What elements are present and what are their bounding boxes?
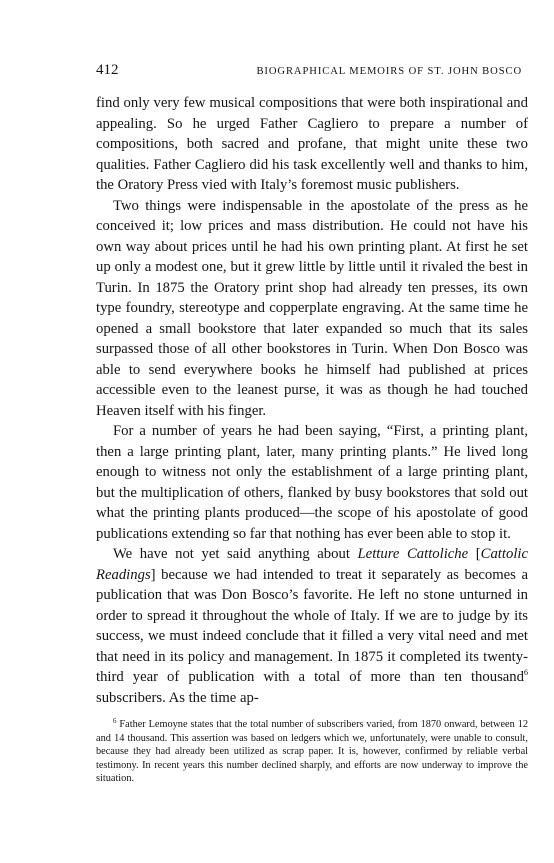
paragraph-2: Two things were indispensable in the apostolate of the press as he conceived it; low prices and mass distribution. He could not have his own way about prices until he had his own printing plant. At first he set up only a modest one, but it grew little by little until it rivaled the best in Turin. In 1875 the Oratory print shop had already ten presses, its own type foundry, stereotype and copperplate engraving. At the same time he opened a small bookstore that later expanded so much that its sales surpassed those of all other bookstores in Turin. When Don Bosco was able to send everywhere books he himself had published at prices accessible even to the leanest purse, it was as though he had touched Heaven itself with his finger. (96, 197, 528, 419)
book-page (96, 60, 528, 786)
running-head (96, 60, 528, 82)
paragraph-4-text-a: We have not yet said anything about (113, 546, 358, 562)
paragraph-1: find only very few musical compositions that were both inspirational and appealing. So he urged Father Cagliero to prepare a number of compositions, both sacred and profane, that might unite these two qualities. Father Cagliero did his task excellently well and thanks to him, the Oratory Press vied with Italy’s foremost music publishers. (96, 95, 528, 193)
paragraph-4-text-d: subscribers. As the time ap- (96, 689, 259, 706)
footnote-text: Father Lemoyne states that the total number of subscribers varied, from 1870 onward, between 12 and 14 thousand. This assertion was based on ledgers which we, unfortunately, were unable to consult, because they had already been utilized as scrap paper. It is, however, confirmed by reliable verbal testimony. In recent years this number declined sharply, and efforts are now underway to improve the situation. (96, 719, 528, 785)
running-title: BIOGRAPHICAL MEMOIRS OF ST. JOHN BOSCO (256, 66, 522, 77)
paragraph-3: For a number of years he had been saying, “First, a printing plant, then a large printing plant, later, many printing plants.” He lived long enough to witness not only the establishment of a large printing plant, but the multiplication of others, flanked by busy bookstores that sold out what the printing plants produced—the scope of his apostolate of good publications extending so far that nothing has ever been able to stop it. (96, 423, 528, 542)
paragraph-4 (96, 544, 528, 708)
title-letture-cattoliche: Letture Cattoliche (357, 546, 469, 562)
paragraph-4-text-b: [ (468, 546, 481, 562)
footnote-marker: 6 (113, 717, 117, 725)
page-number: 412 (96, 62, 119, 78)
paragraph-4-text-c: ] because we had intended to treat it separately as becomes a publication that was Don Bosco’s favorite. He left no stone unturned in order to spread it throughout the whole of Italy. If we are to judge by its success, we must indeed conclude that it filled a very vital need and met that need in its policy and management. In 1875 it completed its twenty-third year of publication with a total of more than ten thousand (96, 566, 528, 685)
footnote (96, 718, 528, 786)
footnote-reference[interactable]: 6 (524, 668, 528, 677)
body-text (96, 93, 528, 708)
title-catholic-readings: Cattolic Readings (96, 546, 528, 583)
